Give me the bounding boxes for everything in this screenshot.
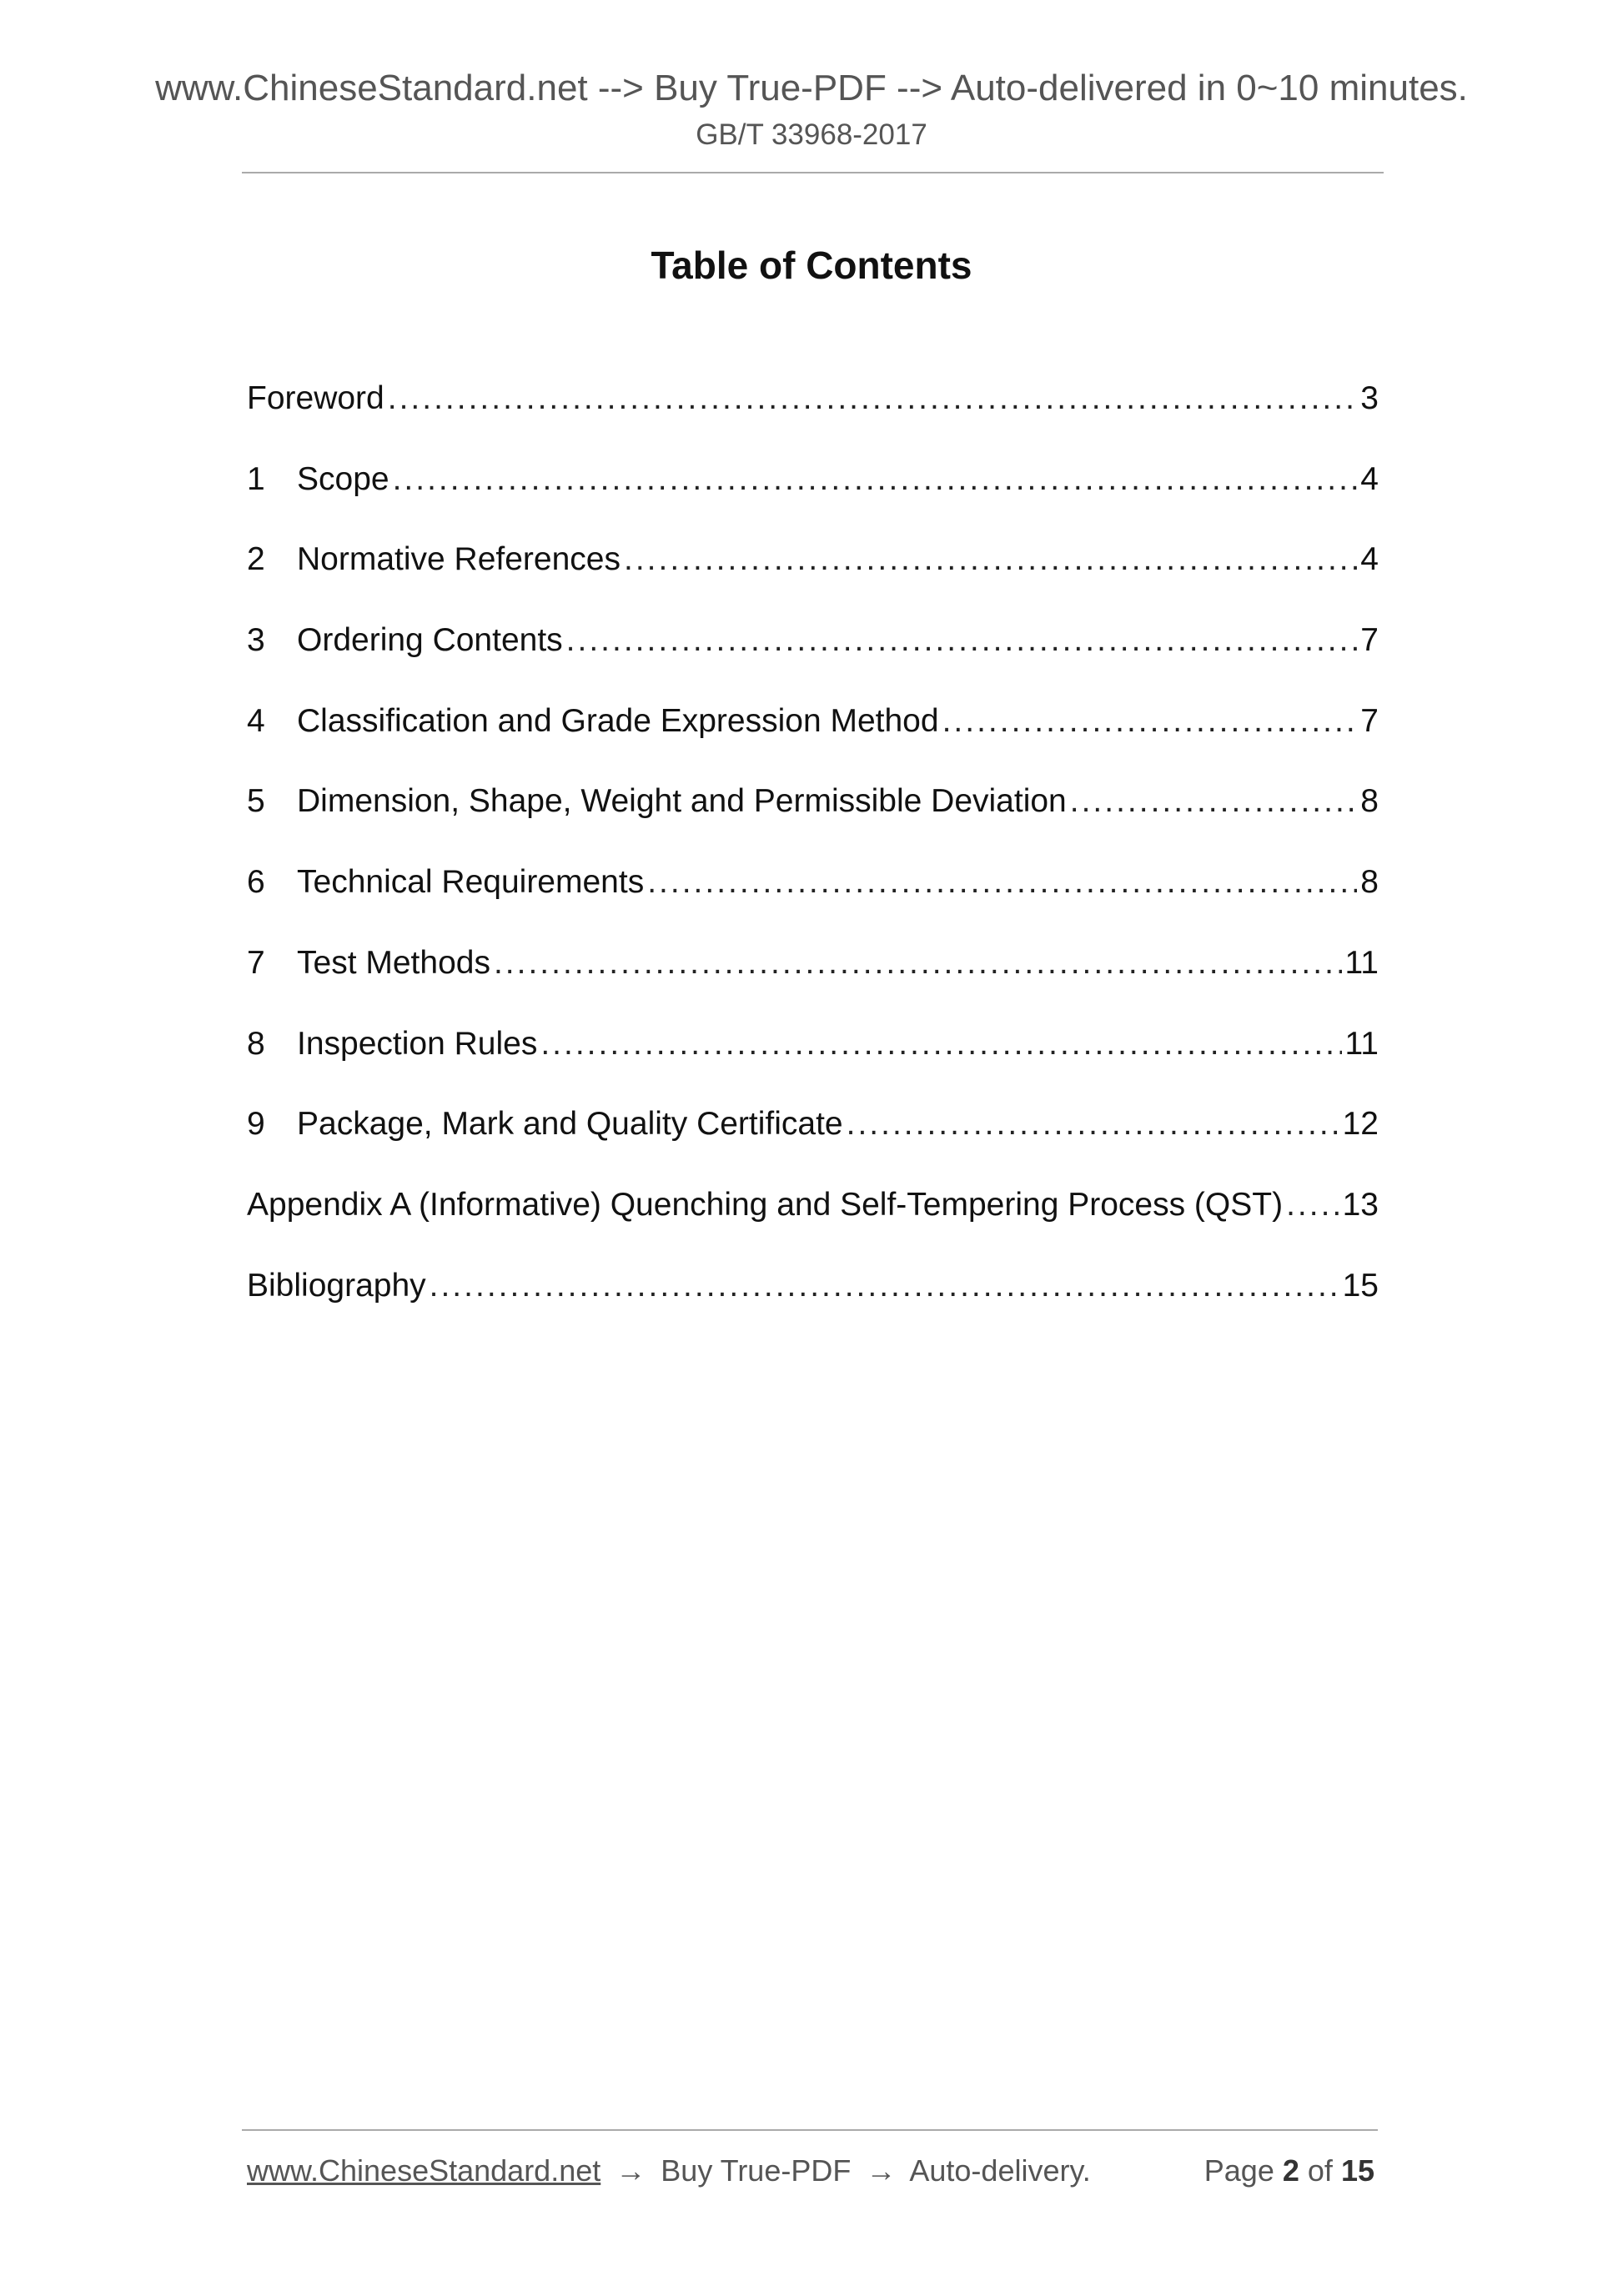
- footer-divider: [242, 2129, 1378, 2131]
- toc-entry-label: Package, Mark and Quality Certificate: [297, 1106, 843, 1143]
- toc-entry-number: 8: [247, 1025, 265, 1062]
- right-arrow-icon: →: [866, 2153, 897, 2188]
- toc-entry-foreword[interactable]: [247, 375, 1379, 456]
- toc-entry-label: Ordering Contents: [297, 622, 563, 659]
- toc-entry-label: Classification and Grade Expression Method: [297, 702, 939, 739]
- toc-leader-dots: [1286, 1182, 1339, 1228]
- toc-entry-label: Test Methods: [297, 944, 490, 981]
- toc-entry-page: 15: [1342, 1267, 1379, 1304]
- standard-code: GB/T 33968-2017: [696, 118, 927, 151]
- toc-entry-bibliography[interactable]: [247, 1263, 1379, 1344]
- toc-leader-dots: [647, 859, 1357, 906]
- toc-entry-classification[interactable]: [247, 698, 1379, 779]
- toc-title: Table of Contents: [651, 244, 972, 287]
- toc-entry-label: Appendix A (Informative) Quenching and Self-Tempering Process (QST): [247, 1186, 1284, 1223]
- toc-entry-label: Scope: [297, 460, 389, 497]
- toc-entry-number: 3: [247, 622, 265, 659]
- of-word: of: [1307, 2153, 1333, 2188]
- toc-entry-page: 4: [1360, 541, 1379, 578]
- toc-entry-page: 3: [1360, 380, 1379, 416]
- toc-entry-page: 8: [1360, 783, 1379, 820]
- toc-entry-number: 2: [247, 541, 265, 578]
- header-divider: [242, 172, 1384, 173]
- toc-entry-page: 11: [1344, 944, 1379, 981]
- toc-entry-page: 13: [1342, 1186, 1379, 1223]
- toc-entry-label: Inspection Rules: [297, 1025, 538, 1062]
- toc-entry-label: Technical Requirements: [297, 864, 645, 901]
- toc-entry-label: Dimension, Shape, Weight and Permissible Deviation: [297, 783, 1067, 820]
- toc-entry-page: 7: [1360, 702, 1379, 739]
- toc-entry-scope[interactable]: [247, 456, 1379, 537]
- toc-leader-dots: [847, 1101, 1339, 1148]
- toc-leader-dots: [540, 1021, 1341, 1068]
- page-word: Page: [1203, 2153, 1274, 2188]
- toc-entry-package-mark[interactable]: [247, 1101, 1379, 1182]
- toc-leader-dots: [566, 617, 1358, 664]
- toc-entry-page: 7: [1360, 622, 1379, 659]
- toc-leader-dots: [1070, 778, 1358, 825]
- toc-entry-dimension-shape[interactable]: [247, 778, 1379, 859]
- toc-entry-label: Bibliography: [247, 1267, 426, 1304]
- toc-leader-dots: [388, 375, 1358, 422]
- toc-leader-dots: [393, 456, 1358, 503]
- toc-entry-inspection-rules[interactable]: [247, 1021, 1379, 1102]
- toc-entry-number: 7: [247, 944, 265, 981]
- toc-entry-technical-requirements[interactable]: [247, 859, 1379, 940]
- current-page-number: 2: [1282, 2153, 1299, 2188]
- page-indicator: [1204, 2150, 1374, 2192]
- toc-entry-ordering-contents[interactable]: [247, 617, 1379, 698]
- footer-left: [247, 2150, 1091, 2192]
- toc-list: [247, 375, 1379, 1343]
- toc-entry-label: Foreword: [247, 380, 384, 416]
- toc-entry-number: 1: [247, 460, 265, 497]
- toc-entry-page: 8: [1360, 864, 1379, 901]
- toc-entry-page: 4: [1360, 460, 1379, 497]
- toc-entry-page: 12: [1342, 1106, 1379, 1143]
- site-link[interactable]: www.ChineseStandard.net: [247, 2153, 601, 2188]
- buy-true-pdf-text: Buy True-PDF: [661, 2153, 852, 2188]
- total-pages-number: 15: [1340, 2153, 1374, 2188]
- toc-entry-page: 11: [1344, 1025, 1379, 1062]
- toc-entry-number: 5: [247, 783, 265, 820]
- header-banner: www.ChineseStandard.net --> Buy True-PDF --> Auto-delivered in 0~10 minutes.: [155, 68, 1468, 108]
- toc-entry-number: 4: [247, 702, 265, 739]
- toc-leader-dots: [494, 940, 1342, 987]
- toc-entry-number: 9: [247, 1106, 265, 1143]
- toc-entry-label: Normative References: [297, 541, 621, 578]
- toc-entry-number: 6: [247, 864, 265, 901]
- toc-entry-test-methods[interactable]: [247, 940, 1379, 1021]
- toc-leader-dots: [624, 536, 1357, 583]
- auto-delivery-text: Auto-delivery.: [909, 2153, 1091, 2188]
- toc-leader-dots: [942, 698, 1358, 745]
- toc-leader-dots: [430, 1263, 1339, 1309]
- right-arrow-icon: →: [616, 2153, 646, 2188]
- toc-entry-normative-references[interactable]: [247, 536, 1379, 617]
- toc-entry-appendix-a[interactable]: [247, 1182, 1379, 1263]
